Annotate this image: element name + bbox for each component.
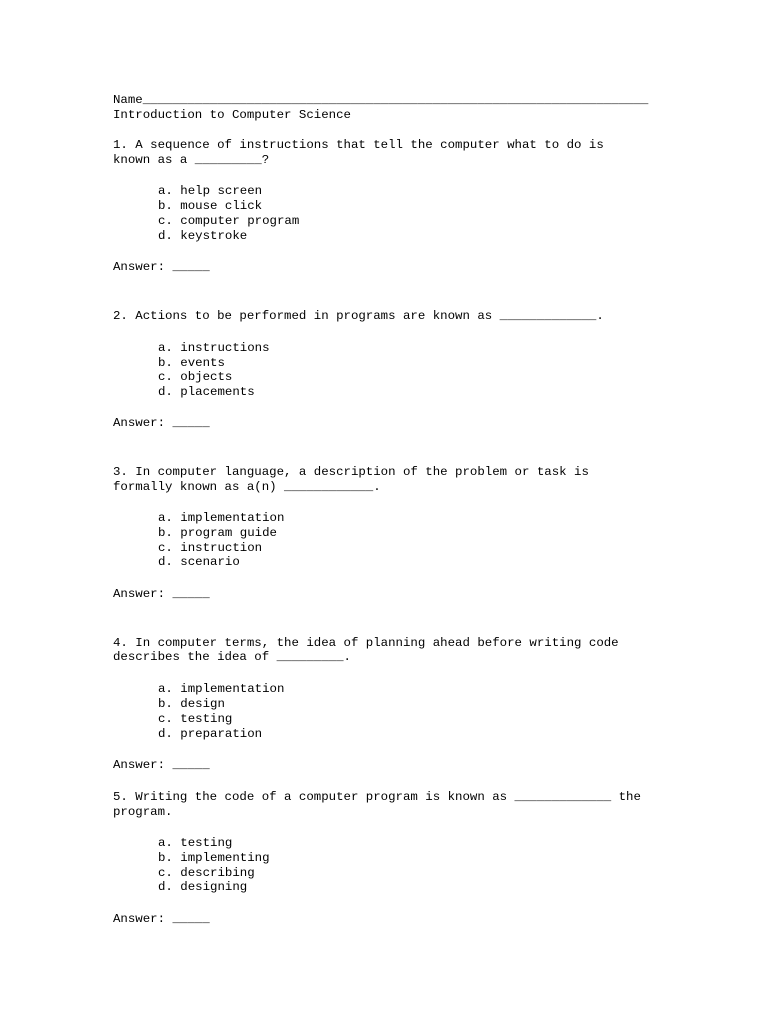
option-b: b. mouse click (158, 199, 263, 213)
question-text: 4. In computer terms, the idea of planning ahead before writing code (113, 636, 619, 650)
option-a: a. implementation (158, 682, 285, 696)
option-c: c. computer program (158, 214, 300, 228)
answer-blank: Answer: _____ (113, 416, 210, 430)
question-text: formally known as a(n) ____________. (113, 480, 381, 494)
option-b: b. events (158, 356, 225, 370)
question-text: 1. A sequence of instructions that tell the computer what to do is (113, 138, 604, 152)
option-b: b. design (158, 697, 225, 711)
option-d: d. designing (158, 880, 248, 894)
option-a: a. testing (158, 836, 233, 850)
question-text: 3. In computer language, a description of the problem or task is (113, 465, 589, 479)
answer-blank: Answer: _____ (113, 758, 210, 772)
option-c: c. testing (158, 712, 233, 726)
option-c: c. describing (158, 866, 255, 880)
question-text: program. (113, 805, 173, 819)
option-d: d. scenario (158, 555, 240, 569)
option-a: a. help screen (158, 184, 263, 198)
question-text: known as a _________? (113, 153, 270, 167)
answer-blank: Answer: _____ (113, 587, 210, 601)
course-title: Introduction to Computer Science (113, 108, 351, 122)
option-d: d. preparation (158, 727, 263, 741)
name-line: Name____________________________________________________________________ (113, 93, 649, 107)
option-c: c. instruction (158, 541, 263, 555)
answer-blank: Answer: _____ (113, 912, 210, 926)
option-a: a. implementation (158, 511, 285, 525)
option-d: d. keystroke (158, 229, 248, 243)
option-b: b. program guide (158, 526, 277, 540)
option-c: c. objects (158, 370, 233, 384)
option-a: a. instructions (158, 341, 270, 355)
option-b: b. implementing (158, 851, 270, 865)
option-d: d. placements (158, 385, 255, 399)
answer-blank: Answer: _____ (113, 260, 210, 274)
question-text: 2. Actions to be performed in programs are known as _____________. (113, 309, 604, 323)
question-text: describes the idea of _________. (113, 650, 351, 664)
question-text: 5. Writing the code of a computer program is known as _____________ the (113, 790, 641, 804)
